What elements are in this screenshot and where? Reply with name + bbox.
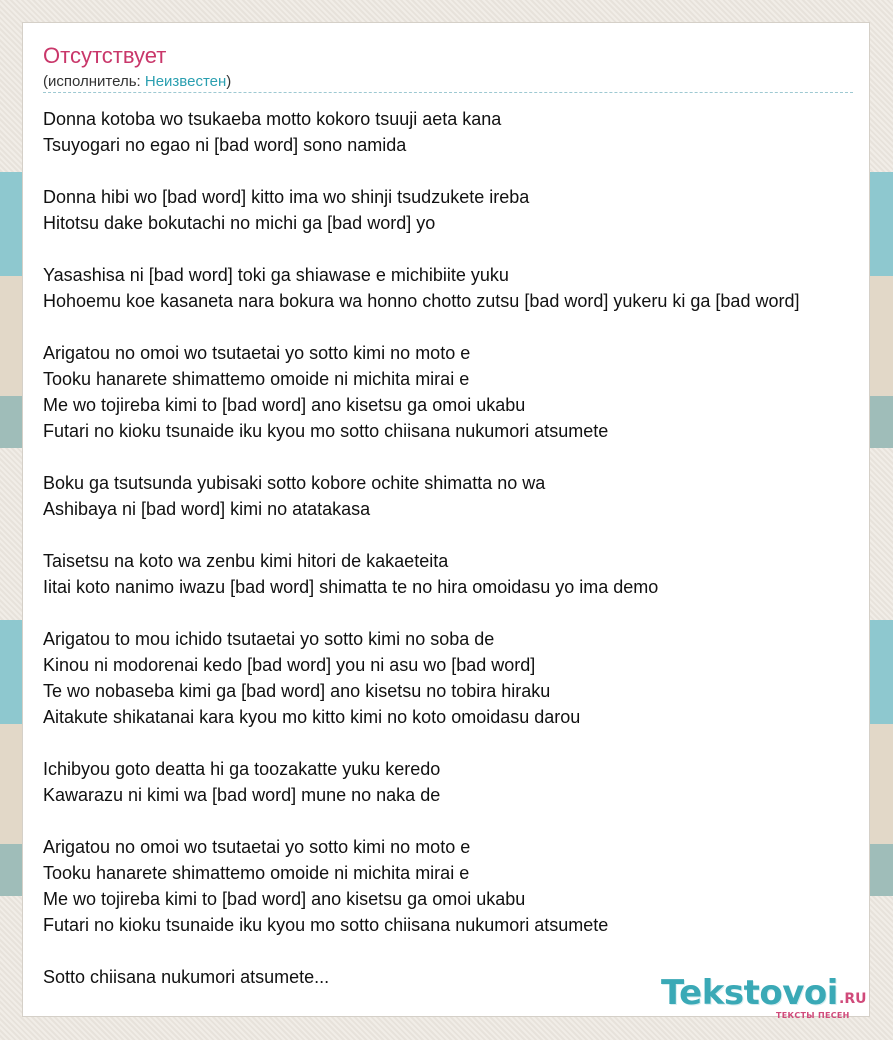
lyrics-line: Me wo tojireba kimi to [bad word] ano kisetsu ga omoi ukabu	[43, 889, 526, 909]
lyrics-stanza-break	[43, 808, 893, 834]
lyrics-stanza-break	[43, 730, 893, 756]
lyrics-stanza-break	[43, 444, 893, 470]
lyrics-line: Tooku hanarete shimattemo omoide ni michita mirai e	[43, 863, 470, 883]
site-logo[interactable]	[661, 973, 871, 1021]
lyrics-line: Iitai koto nanimo iwazu [bad word] shimatta te no hira omoidasu yo ima demo	[43, 577, 659, 597]
lyrics-line: Futari no kioku tsunaide iku kyou mo sotto chiisana nukumori atsumete	[43, 915, 609, 935]
lyrics-line: Kawarazu ni kimi wa [bad word] mune no naka de	[43, 785, 441, 805]
artist-prefix: (исполнитель:	[43, 73, 145, 90]
lyrics-line: Ichibyou goto deatta hi ga toozakatte yuku keredo	[43, 759, 441, 779]
artist-link[interactable]: Неизвестен	[144, 73, 227, 90]
lyrics-line: Arigatou no omoi wo tsutaetai yo sotto kimi no moto e	[43, 343, 471, 363]
logo-name: Tekstovoi	[661, 973, 838, 1013]
lyrics-line: Donna kotoba wo tsukaeba motto kokoro tsuuji aeta kana	[43, 109, 502, 129]
lyrics-line: Tooku hanarete shimattemo omoide ni michita mirai e	[43, 369, 470, 389]
lyrics-stanza-break	[43, 236, 893, 262]
lyrics-line: Hitotsu dake bokutachi no michi ga [bad word] yo	[43, 213, 436, 233]
lyrics-line: Tsuyogari no egao ni [bad word] sono namida	[43, 135, 407, 155]
logo-tld: .RU	[839, 991, 867, 1007]
title-divider	[43, 92, 853, 93]
lyrics-line: Yasashisa ni [bad word] toki ga shiawase e michibiite yuku	[43, 265, 509, 285]
lyrics-line: Aitakute shikatanai kara kyou mo kitto kimi no koto omoidasu darou	[43, 707, 581, 727]
song-title: Отсутствует	[43, 43, 167, 68]
lyrics-line: Futari no kioku tsunaide iku kyou mo sotto chiisana nukumori atsumete	[43, 421, 609, 441]
lyrics-line: Kinou ni modorenai kedo [bad word] you ni asu wo [bad word]	[43, 655, 536, 675]
lyrics-line: Arigatou to mou ichido tsutaetai yo sotto kimi no soba de	[43, 629, 495, 649]
lyrics-line: Ashibaya ni [bad word] kimi no atatakasa	[43, 499, 371, 519]
lyrics-line: Taisetsu na koto wa zenbu kimi hitori de kakaeteita	[43, 551, 449, 571]
lyrics-line: Boku ga tsutsunda yubisaki sotto kobore ochite shimatta no wa	[43, 473, 546, 493]
lyrics-line: Te wo nobaseba kimi ga [bad word] ano kisetsu no tobira hiraku	[43, 681, 551, 701]
lyrics-stanza-break	[43, 314, 893, 340]
lyrics-stanza-break	[43, 522, 893, 548]
lyrics-line: Me wo tojireba kimi to [bad word] ano kisetsu ga omoi ukabu	[43, 395, 526, 415]
lyrics-line: Sotto chiisana nukumori atsumete...	[43, 967, 330, 987]
lyrics-line: Arigatou no omoi wo tsutaetai yo sotto kimi no moto e	[43, 837, 471, 857]
lyrics-text	[43, 106, 893, 990]
artist-suffix: )	[226, 73, 232, 90]
lyrics-line: Hohoemu koe kasaneta nara bokura wa honno chotto zutsu [bad word] yukeru ki ga [bad word]	[43, 291, 800, 311]
lyrics-stanza-break	[43, 158, 893, 184]
artist-line	[43, 73, 231, 90]
lyrics-line: Donna hibi wo [bad word] kitto ima wo shinji tsudzukete ireba	[43, 187, 530, 207]
lyrics-stanza-break	[43, 938, 893, 964]
lyrics-card	[22, 22, 870, 1020]
lyrics-stanza-break	[43, 600, 893, 626]
logo-tagline: ТЕКСТЫ ПЕСЕН	[776, 1011, 850, 1020]
